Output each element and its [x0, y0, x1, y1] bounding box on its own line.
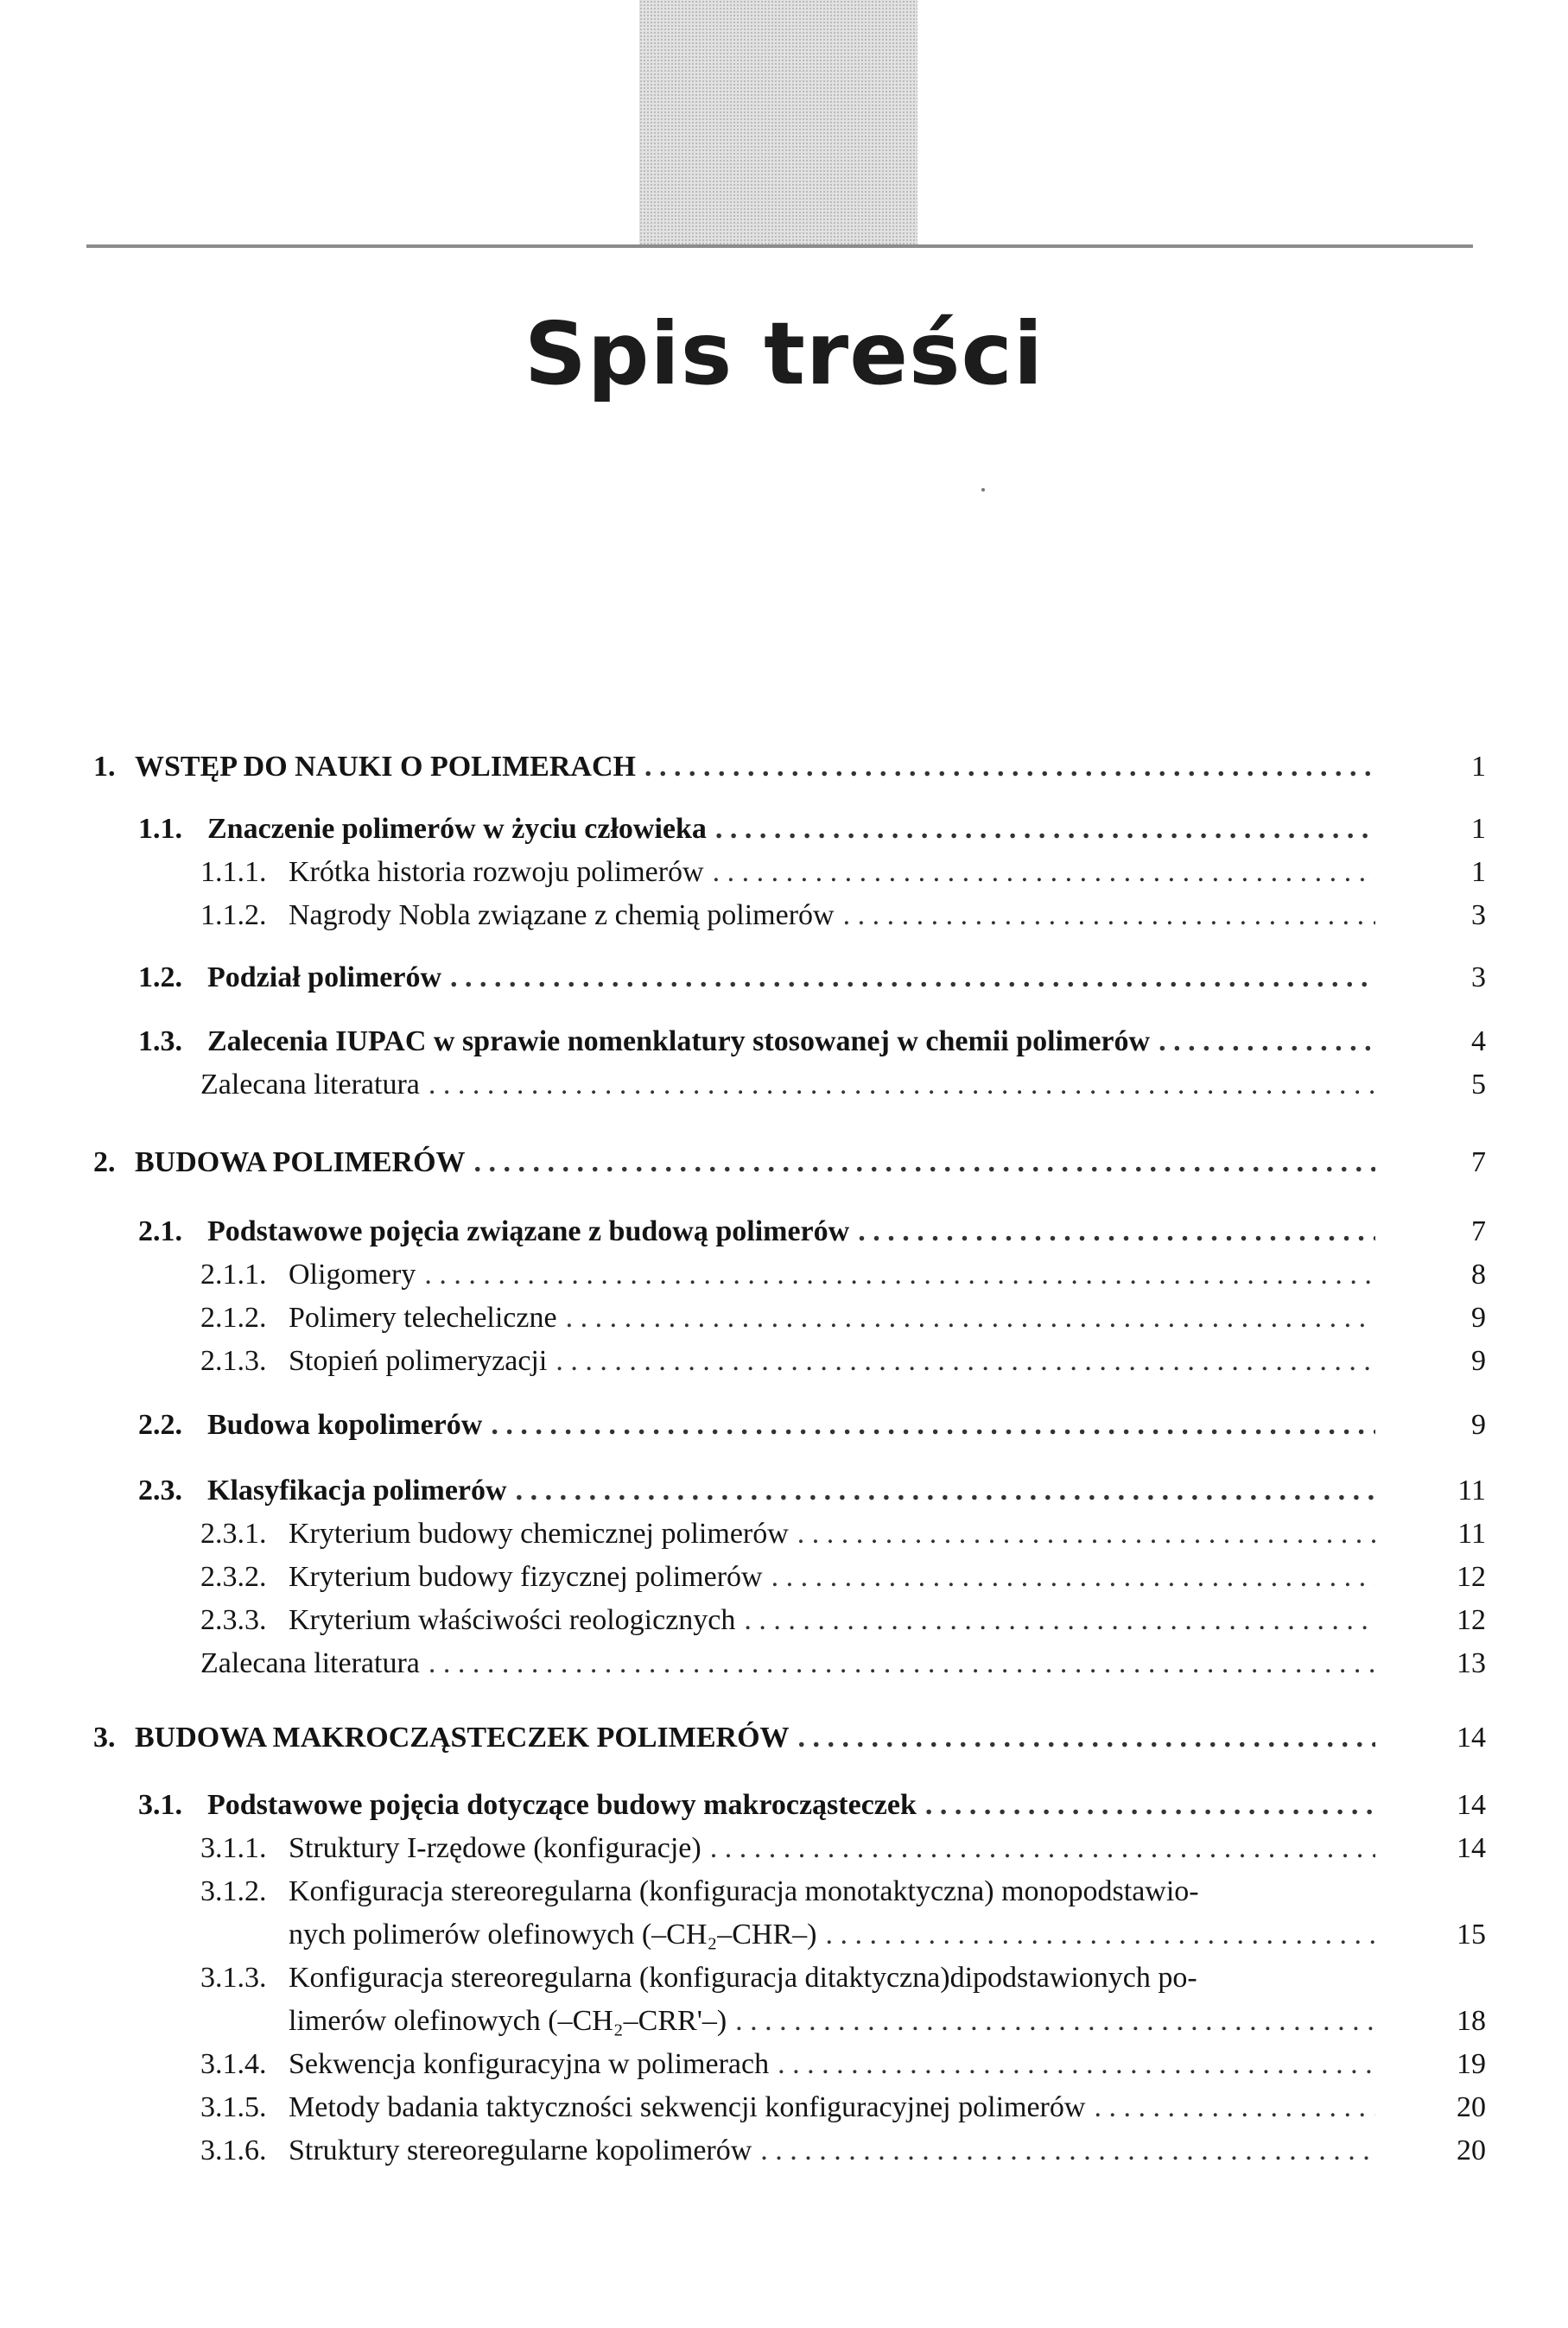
- toc-entry-literature[interactable]: [200, 1641, 1382, 1686]
- toc-entry-subsection-line2[interactable]: [200, 1913, 1382, 1957]
- entry-page-number: 12: [1457, 1561, 1486, 1593]
- leader-dots: [843, 893, 1375, 938]
- entry-title-line1: Konfiguracja stereoregularna (konfiguracja ditaktyczna)dipodstawionych po-: [289, 1962, 1197, 1994]
- entry-page-number: 13: [1457, 1647, 1486, 1679]
- entry-page-number: 18: [1457, 2005, 1486, 2037]
- entry-number: 2.3.1.: [200, 1518, 267, 1550]
- entry-page-number: 11: [1457, 1475, 1486, 1507]
- toc-entry-subsection[interactable]: [200, 1296, 1382, 1341]
- entry-page-number: 3: [1471, 899, 1486, 931]
- entry-title-line2: limerów olefinowych (–CH₂–CRR'–): [289, 2005, 727, 2037]
- entry-title: Kryterium budowy fizycznej polimerów: [289, 1561, 763, 1593]
- entry-number: 2.: [93, 1146, 116, 1178]
- leader-dots: [710, 1826, 1375, 1871]
- toc-entry-subsection[interactable]: [200, 1555, 1382, 1600]
- entry-title: Zalecana literatura: [200, 1647, 420, 1679]
- entry-number: 2.1.2.: [200, 1302, 267, 1334]
- toc-entry-section[interactable]: [138, 1783, 1382, 1828]
- leader-dots: [771, 1555, 1375, 1600]
- leader-dots: [450, 955, 1375, 1000]
- entry-title: BUDOWA MAKROCZĄSTECZEK POLIMERÓW: [135, 1722, 790, 1754]
- entry-page-number: 9: [1471, 1302, 1486, 1334]
- entry-number: 3.1.2.: [200, 1875, 267, 1907]
- entry-number: 1.3.: [138, 1025, 182, 1057]
- entry-title: Metody badania taktyczności sekwencji konfiguracyjnej polimerów: [289, 2091, 1086, 2123]
- leader-dots: [516, 1468, 1375, 1513]
- entry-title: Kryterium właściwości reologicznych: [289, 1604, 736, 1636]
- entry-number: 3.1.1.: [200, 1832, 267, 1864]
- leader-dots: [715, 807, 1375, 852]
- leader-dots: [1094, 2085, 1375, 2130]
- toc-entry-section[interactable]: [138, 1019, 1382, 1064]
- leader-dots: [555, 1339, 1375, 1384]
- toc-entry-chapter[interactable]: [93, 1140, 1382, 1185]
- entry-title: Struktury I-rzędowe (konfiguracje): [289, 1832, 701, 1864]
- entry-title: Stopień polimeryzacji: [289, 1345, 548, 1377]
- toc-entry-subsection[interactable]: [200, 850, 1382, 895]
- entry-title: Podstawowe pojęcia dotyczące budowy makrocząsteczek: [207, 1789, 917, 1821]
- entry-number: 3.1.4.: [200, 2048, 267, 2080]
- leader-dots: [778, 2042, 1375, 2087]
- entry-page-number: 1: [1471, 813, 1486, 845]
- leader-dots: [424, 1253, 1375, 1297]
- toc-entry-literature[interactable]: [200, 1063, 1382, 1107]
- entry-page-number: 1: [1471, 856, 1486, 888]
- entry-page-number: 7: [1471, 1215, 1486, 1247]
- leader-dots: [429, 1641, 1375, 1686]
- entry-page-number: 12: [1457, 1604, 1486, 1636]
- entry-page-number: 15: [1457, 1919, 1486, 1951]
- entry-page-number: 14: [1457, 1789, 1486, 1821]
- toc-entry-chapter[interactable]: [93, 745, 1382, 790]
- leader-dots: [858, 1209, 1375, 1254]
- toc-entry-subsection[interactable]: [200, 2128, 1382, 2173]
- entry-number: 2.3.3.: [200, 1604, 267, 1636]
- entry-title: Kryterium budowy chemicznej polimerów: [289, 1518, 789, 1550]
- entry-title: Nagrody Nobla związane z chemią polimerów: [289, 899, 835, 931]
- toc-entry-subsection[interactable]: [200, 1253, 1382, 1297]
- entry-title: Zalecenia IUPAC w sprawie nomenklatury stosowanej w chemii polimerów: [207, 1025, 1151, 1057]
- entry-number: 3.1.3.: [200, 1962, 267, 1994]
- entry-title: Struktury stereoregularne kopolimerów: [289, 2135, 752, 2166]
- toc-entry-subsection[interactable]: [200, 1826, 1382, 1871]
- toc-entry-subsection[interactable]: [200, 1339, 1382, 1384]
- entry-number: 1.1.2.: [200, 899, 267, 931]
- leader-dots: [474, 1140, 1375, 1185]
- toc-entry-section[interactable]: [138, 955, 1382, 1000]
- entry-page-number: 7: [1471, 1146, 1486, 1178]
- leader-dots: [797, 1512, 1375, 1557]
- entry-title: Oligomery: [289, 1259, 416, 1291]
- toc-entry-subsection-line2[interactable]: [200, 1999, 1382, 2044]
- entry-title: Klasyfikacja polimerów: [207, 1475, 507, 1507]
- entry-page-number: 11: [1457, 1518, 1486, 1550]
- entry-page-number: 5: [1471, 1069, 1486, 1101]
- toc-entry-section[interactable]: [138, 1468, 1382, 1513]
- entry-page-number: 19: [1457, 2048, 1486, 2080]
- toc-entry-section[interactable]: [138, 807, 1382, 852]
- toc-entry-subsection[interactable]: [200, 1512, 1382, 1557]
- entry-number: 1.2.: [138, 961, 182, 993]
- entry-title: WSTĘP DO NAUKI O POLIMERACH: [135, 751, 636, 783]
- leader-dots: [826, 1913, 1376, 1957]
- entry-page-number: 4: [1471, 1025, 1486, 1057]
- toc-entry-subsection[interactable]: [200, 2085, 1382, 2130]
- toc-entry-section[interactable]: [138, 1403, 1382, 1448]
- entry-page-number: 20: [1457, 2091, 1486, 2123]
- entry-number: 3.1.: [138, 1789, 182, 1821]
- leader-dots: [644, 745, 1375, 790]
- entry-title-line1: Konfiguracja stereoregularna (konfiguracja monotaktyczna) monopodstawio-: [289, 1875, 1199, 1907]
- leader-dots: [925, 1783, 1375, 1828]
- entry-number: 1.: [93, 751, 116, 783]
- toc-entry-subsection-line1[interactable]: [200, 1869, 1199, 1914]
- entry-title: Krótka historia rozwoju polimerów: [289, 856, 704, 888]
- entry-title: Zalecana literatura: [200, 1069, 420, 1101]
- toc-entry-subsection[interactable]: [200, 1598, 1382, 1643]
- entry-number: 1.1.1.: [200, 856, 267, 888]
- entry-page-number: 14: [1457, 1722, 1486, 1754]
- entry-title: Sekwencja konfiguracyjna w polimerach: [289, 2048, 770, 2080]
- entry-page-number: 9: [1471, 1409, 1486, 1441]
- leader-dots: [1159, 1019, 1375, 1064]
- entry-title: BUDOWA POLIMERÓW: [135, 1146, 466, 1178]
- entry-number: 2.3.2.: [200, 1561, 267, 1593]
- entry-page-number: 14: [1457, 1832, 1486, 1864]
- page-title: Spis treści: [524, 303, 1044, 404]
- entry-number: 2.3.: [138, 1475, 182, 1507]
- leader-dots: [744, 1598, 1375, 1643]
- entry-number: 2.1.: [138, 1215, 182, 1247]
- entry-page-number: 9: [1471, 1345, 1486, 1377]
- leader-dots: [713, 850, 1375, 895]
- entry-number: 1.1.: [138, 813, 182, 845]
- leader-dots: [566, 1296, 1375, 1341]
- entry-page-number: 3: [1471, 961, 1486, 993]
- entry-number: 3.: [93, 1722, 116, 1754]
- leader-dots: [429, 1063, 1375, 1107]
- entry-page-number: 20: [1457, 2135, 1486, 2166]
- entry-number: 2.1.1.: [200, 1259, 267, 1291]
- entry-title: Podział polimerów: [207, 961, 442, 993]
- entry-number: 2.1.3.: [200, 1345, 267, 1377]
- leader-dots: [760, 2128, 1375, 2173]
- toc-entry-section[interactable]: [138, 1209, 1382, 1254]
- entry-number: 2.2.: [138, 1409, 182, 1441]
- entry-title: Budowa kopolimerów: [207, 1409, 483, 1441]
- entry-page-number: 8: [1471, 1259, 1486, 1291]
- entry-page-number: 1: [1471, 751, 1486, 783]
- toc-entry-subsection-line1[interactable]: [200, 1956, 1197, 2001]
- entry-title: Podstawowe pojęcia związane z budową polimerów: [207, 1215, 850, 1247]
- leader-dots: [735, 1999, 1375, 2044]
- toc-entry-subsection[interactable]: [200, 2042, 1382, 2087]
- leader-dots: [798, 1716, 1375, 1760]
- leader-dots: [491, 1403, 1375, 1448]
- toc-entry-chapter[interactable]: [93, 1716, 1382, 1760]
- entry-number: 3.1.5.: [200, 2091, 267, 2123]
- entry-title-line2: nych polimerów olefinowych (–CH₂–CHR–): [289, 1919, 817, 1951]
- entry-title: Polimery telecheliczne: [289, 1302, 557, 1334]
- entry-title: Znaczenie polimerów w życiu człowieka: [207, 813, 707, 845]
- toc-entry-subsection[interactable]: [200, 893, 1382, 938]
- entry-number: 3.1.6.: [200, 2135, 267, 2166]
